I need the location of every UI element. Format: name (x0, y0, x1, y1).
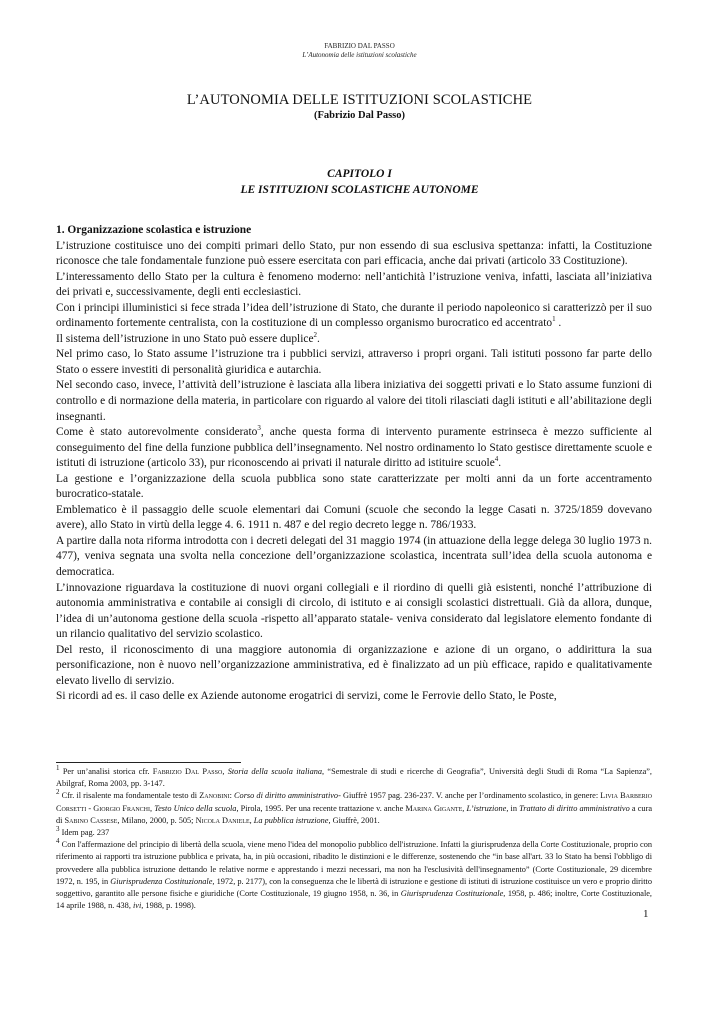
footnote-work: Corso di diritto amministrativo- (234, 791, 341, 801)
footnote-number: 1 (56, 764, 60, 773)
footnote-number: 3 (56, 825, 60, 834)
footnote-work: Trattato di diritto amministrativo (519, 803, 630, 813)
footnote-text: , (150, 803, 155, 813)
footnote-author: Marina Gigante (405, 803, 463, 813)
paragraph (56, 689, 652, 705)
footnote-text: , 1988, p. 1998). (141, 901, 196, 911)
paragraph (56, 301, 652, 332)
footnote-ref: 3 (257, 424, 261, 433)
footnote-text: , (222, 767, 228, 776)
paragraph (56, 472, 652, 503)
footnote-text: , 1958, p. 486; inoltre, Corte Costituzionale, 14 aprile 1988, n. 438, (56, 889, 653, 911)
page-number: 1 (643, 908, 649, 920)
footnote-text: , “Semestrale di studi e ricerche di Geografia”, Università degli Studi di Roma “La Sapienza”, Abilgraf, Roma 2003, pp. 3-147. (56, 767, 653, 789)
footnote-text: Cfr. il risalente ma fondamentale testo di (59, 791, 200, 801)
footnote (56, 827, 652, 839)
footnote-work: Testo Unico della scuola (154, 803, 237, 813)
paragraph-text: A partire dalla nota riforma introdotta con i decreti delegati del 31 maggio 1974 (in attuazione della legge delega 30 luglio 1973 n. 477), veniva segnata una svolta nella concezione dell’organizzazione scolastica, incentrata sull’idea della scuola autonoma e democratica. (56, 534, 652, 579)
paragraph (56, 534, 652, 581)
chapter-heading (0, 166, 719, 198)
running-header (0, 42, 719, 60)
footnote-work: Giurisprudenza Costituzionale (400, 889, 504, 899)
footnote (56, 790, 652, 827)
body-text (56, 223, 652, 705)
footnote-work: ivi (132, 901, 142, 911)
paragraph (56, 347, 652, 378)
paragraph (56, 239, 652, 270)
paragraph (56, 270, 652, 301)
footnote-text: , 1972, p. 2177), con la conseguenza che le libertà di istruzione e gestione di istituti di istruzione costituisce un vero e proprio diritto soggettivo, garantito alle persone fisiche e giuridiche (Corte Costituzionale, 19 giugno 1958, n. 36, in (56, 876, 652, 899)
document-title: L’AUTONOMIA DELLE ISTITUZIONI SCOLASTICHE (186, 92, 533, 108)
footnote-separator (56, 762, 241, 763)
paragraph-text: Si ricordi ad es. il caso delle ex Aziende autonome erogatrici di servizi, come le Ferrovie dello Stato, le Poste, (56, 690, 557, 703)
footnote-author: Sabino Cassese (64, 815, 118, 825)
footnote-work: Storia della scuola italiana (227, 767, 323, 776)
paragraph-text: Del resto, il riconoscimento di una maggiore autonomia di organizzazione e azione di un organo, o addirittura la sua personificazione, non è nuovo nell’organizzazione amministrativa, ed è finalizzato ad un più efficace, rapido e qualitativamente elevato livello di servizio. (56, 643, 652, 687)
footnote-number: 4 (56, 837, 60, 846)
footnote-ref: 1 (552, 315, 556, 324)
header-subtitle: L’Autonomia delle istituzioni scolastiche (302, 51, 417, 59)
footnote-ref: 2 (313, 331, 317, 340)
paragraph: Come è stato autorevolmente considerato$^3$, anche questa forma di intervento puramente estrinseca è mezzo sufficiente al conseguimento del fine della funzione pubblica dell’insegnamento. Nel nostro ordinamento lo Stato gestisce direttamente scuole e istituti di istruzione (articolo 33), pur riconoscendo ai privati il naturale diritto ad istituire scuole$^4$. (56, 424, 652, 470)
footnote (56, 766, 652, 790)
footnote-text: , in (506, 803, 520, 813)
paragraph-text: . (317, 332, 320, 345)
paragraph-text: L’interessamento dello Stato per la cultura è fenomeno moderno: nell’antichità l’istruzione veniva, infatti, lasciata all’iniziativa dei privati e, successivamente, degli enti ecclesiastici. (56, 270, 652, 299)
footnote-text: Con l'affermazione del principio di libertà della scuola, viene meno l'idea del monopolio pubblico dell'istruzione. Infatti la giurisprudenza della Corte Costituzionale, proprio con riferimento ai rapporti tra istruzione pubblica e privata, ha, in più occasioni, ribadito le distinzioni e le differenze, sostenendo che “in base all'art. 33 lo Stato ha bensì l'obbligo di provvedere alla pubblica istruzione dettando le relative norme e apprestando i mezzi necessari, ma non ha l'esclusività dell'insegnamento” (Corte Costituzionale, 29 dicembre 1972, n. 195, in (56, 840, 652, 886)
paragraph-text: . (555, 317, 562, 330)
footnote-text: Giuffrè 1957 pag. 236-237. V. anche per l’ordinamento scolastico, in genere: (340, 791, 601, 801)
footnote-text: , Milano, 2000, p. 505; (117, 815, 196, 825)
footnote-work: Giurisprudenza Costituzionale (110, 876, 213, 886)
document-author: (Fabrizio Dal Passo) (314, 110, 405, 121)
paragraph-text: La gestione e l’organizzazione della scuola pubblica sono state caratterizzate per molti anni da un forte accentramento burocratico-statale. (56, 472, 652, 501)
paragraph (56, 332, 652, 348)
footnote-text: a cura di (56, 803, 653, 825)
chapter-title: LE ISTITUZIONI SCOLASTICHE AUTONOME (240, 184, 479, 196)
footnote-author: Livia Barberio Corsetti - Giorgio Franchi (56, 791, 652, 813)
paragraph-text: Nel primo caso, lo Stato assume l’istruzione tra i pubblici servizi, attraverso i propri organi. Tali istituti possono far parte dello Stato o essere investiti di personalità giuridica e autarchia. (56, 348, 652, 376)
footnote-work: L’istruzione (466, 803, 507, 813)
footnote-text: , (249, 815, 254, 825)
paragraph-text: Come è stato autorevolmente considerato (56, 426, 258, 439)
paragraph-text: Con i principi illuministici si fece strada l’idea dell’istruzione di Stato, che durante il periodo napoleonico si caratterizzò per il suo ordinamento fortemente centralista, con la costituzione di un complesso organismo burocratico ed accentrato (56, 301, 652, 330)
footnote-number: 2 (56, 788, 60, 797)
paragraph-text: L’istruzione costituisce uno dei compiti primari dello Stato, pur non essendo di sua esclusiva spettanza: infatti, la Costituzione riconosce che tale fondamentale funzione può essere esercitata con pari efficacia, anche dai privati (articolo 33 Costituzione). (56, 239, 652, 268)
paragraph-text: Nel secondo caso, invece, l’attività dell’istruzione è lasciata alla libera iniziativa dei soggetti privati e lo Stato assume funzioni di controllo e di normazione della materia, in particolare con riguardo al valore dei titoli rilasciati dagli istituti e all’abilitazione degli insegnanti. (56, 379, 652, 423)
footnote-text: , Pirola, 1995. Per una recente trattazione v. anche (236, 803, 406, 813)
footnote-text: Idem pag. 237 (59, 828, 110, 838)
footnotes (56, 766, 652, 912)
paragraph-text: Emblematico è il passaggio delle scuole elementari dai Comuni (scuole che secondo la legge Casati n. 3725/1859 dovevano avere), allo Stato in virtù della legge 4. 6. 1911 n. 487 e del regio decreto legge n. 786/1933. (56, 503, 652, 532)
footnote-author: Zanobini (199, 791, 230, 801)
paragraph-text: Il sistema dell’istruzione in uno Stato può essere duplice (56, 332, 314, 345)
header-author: FABRIZIO DAL PASSO (324, 42, 395, 50)
paragraph (56, 503, 652, 534)
paragraph (56, 378, 652, 425)
paragraph-text: L’innovazione riguardava la costituzione di nuovi organi collegiali e il riordino di quelli già esistenti, nonché l’attribuzione di autonomia amministrativa e contabile ai consigli di circolo, di istituto e ai consigli scolastici distrettuali. Già da allora, dunque, l’idea di un’autonoma gestione della scuola -rispetto all’apparato statale- veniva considerato dal legislatore elemento fondante di un rilancio qualitativo del servizio scolastico. (56, 581, 652, 641)
footnote-text: : (229, 791, 235, 801)
footnote-author: Nicola Daniele (195, 815, 250, 825)
footnote-text: , (462, 803, 467, 813)
footnote-work: La pubblica istruzione (253, 815, 329, 825)
footnote (56, 839, 652, 912)
chapter-number: CAPITOLO I (327, 168, 392, 180)
footnote-ref: 4 (494, 455, 499, 464)
paragraph-text: , anche questa forma di intervento puramente estrinseca è mezzo sufficiente al conseguimento del fine della funzione pubblica dell’insegnamento. Nel nostro ordinamento lo Stato gestisce direttamente scuole e istituti di istruzione (articolo 33), pur riconoscendo ai privati il naturale diritto ad istituire scuole (56, 426, 652, 470)
section-title: 1. Organizzazione scolastica e istruzione (56, 224, 252, 236)
footnote-text: Per un’analisi storica cfr. (59, 767, 153, 776)
footnote-text: , Giuffrè, 2001. (328, 815, 380, 825)
paragraph (56, 581, 652, 643)
paragraph (56, 643, 652, 690)
footnote-author: Fabrizio Dal Passo (152, 767, 223, 776)
